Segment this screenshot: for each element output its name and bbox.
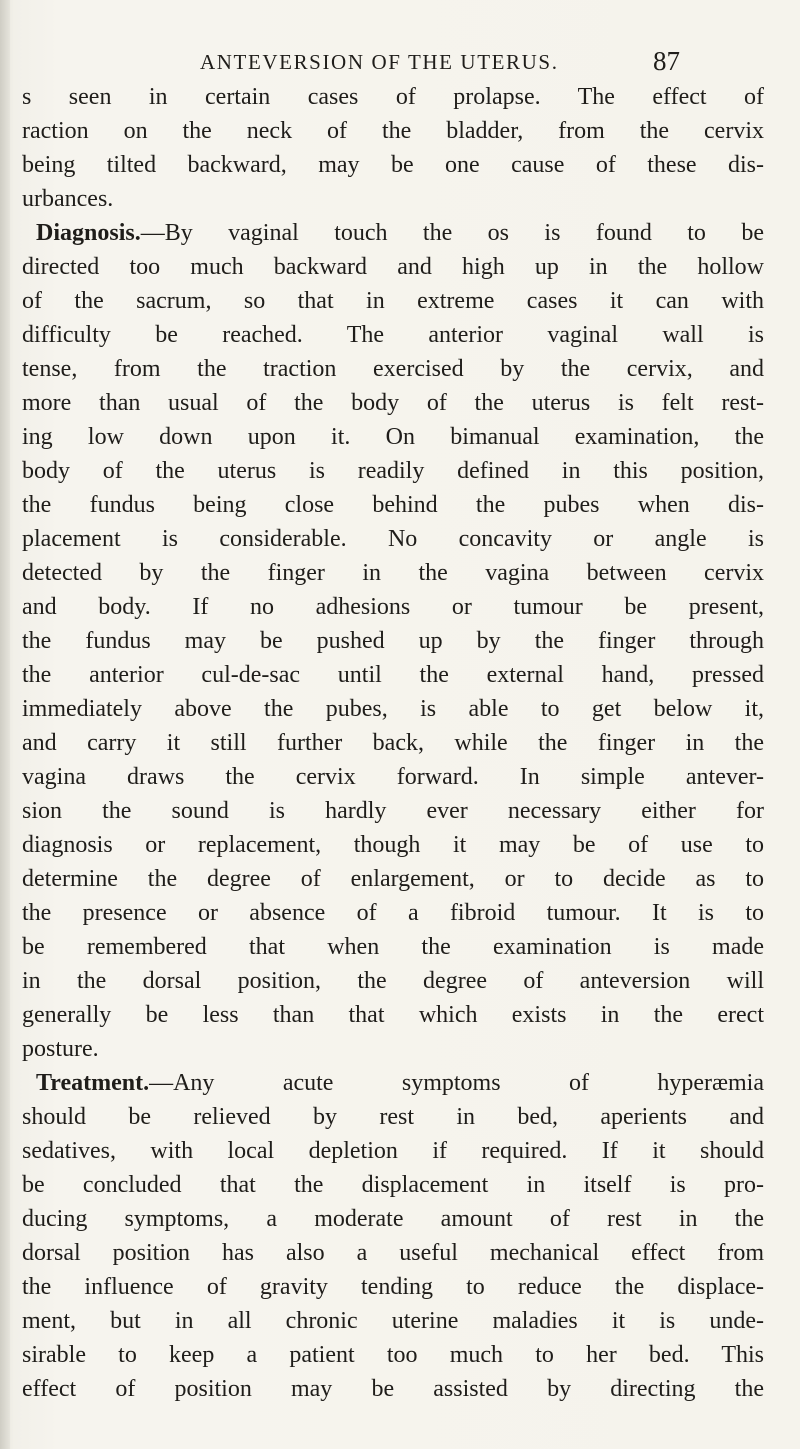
text-line: diagnosis or replacement, though it may be of use to — [22, 832, 764, 858]
text-line: detected by the finger in the vagina between cervix — [22, 560, 764, 586]
text-span: —By vaginal touch the os is found to be — [140, 220, 764, 246]
text-line: ducing symptoms, a moderate amount of rest in the — [22, 1206, 764, 1232]
text-line: more than usual of the body of the uterus is felt rest- — [22, 390, 764, 416]
page-gutter — [0, 0, 10, 1449]
text-line: in the dorsal position, the degree of anteversion will — [22, 968, 764, 994]
text-line: difficulty be reached. The anterior vaginal wall is — [22, 322, 764, 348]
text-line: of the sacrum, so that in extreme cases it can with — [22, 288, 764, 314]
text-line: be concluded that the displacement in itself is pro- — [22, 1172, 764, 1198]
text-line: urbances. — [22, 186, 114, 212]
text-line: being tilted backward, may be one cause of these dis- — [22, 152, 764, 178]
page-number: 87 — [653, 46, 680, 76]
text-line: the anterior cul-de-sac until the external hand, pressed — [22, 662, 764, 688]
text-line: body of the uterus is readily defined in this position, — [22, 458, 764, 484]
text-line: tense, from the traction exercised by the cervix, and — [22, 356, 764, 382]
text-line: vagina draws the cervix forward. In simple antever- — [22, 764, 764, 790]
text-line: raction on the neck of the bladder, from the cervix — [22, 118, 764, 144]
text-line: the presence or absence of a fibroid tumour. It is to — [22, 900, 764, 926]
text-line: dorsal position has also a useful mechanical effect from — [22, 1240, 764, 1266]
text-line: should be relieved by rest in bed, aperients and — [22, 1104, 764, 1130]
text-line: ment, but in all chronic uterine maladies it is unde- — [22, 1308, 764, 1334]
page-header — [200, 46, 680, 76]
text-line: placement is considerable. No concavity or angle is — [22, 526, 764, 552]
text-line: effect of position may be assisted by directing the — [22, 1376, 764, 1402]
text-line: sion the sound is hardly ever necessary either for — [22, 798, 764, 824]
text-line: sedatives, with local depletion if required. If it should — [22, 1138, 764, 1164]
text-line: immediately above the pubes, is able to get below it, — [22, 696, 764, 722]
text-line: generally be less than that which exists in the erect — [22, 1002, 764, 1028]
heading-treatment: Treatment. — [36, 1070, 150, 1096]
running-title: ANTEVERSION OF THE UTERUS. — [200, 50, 559, 74]
text-line: determine the degree of enlargement, or to decide as to — [22, 866, 764, 892]
text-line: and body. If no adhesions or tumour be present, — [22, 594, 764, 620]
text-line: and carry it still further back, while the finger in the — [22, 730, 764, 756]
text-line: ing low down upon it. On bimanual examination, the — [22, 424, 764, 450]
text-span: —Any acute symptoms of hyperæmia — [149, 1070, 764, 1096]
text-line: posture. — [22, 1036, 99, 1062]
text-line: the fundus being close behind the pubes when dis- — [22, 492, 764, 518]
text-line: s seen in certain cases of prolapse. The effect of — [22, 84, 764, 110]
text-line: sirable to keep a patient too much to her bed. This — [22, 1342, 764, 1368]
text-line: the fundus may be pushed up by the finger through — [22, 628, 764, 654]
paragraph-treatment-first-line — [22, 1066, 764, 1100]
body-text — [22, 80, 764, 1406]
heading-diagnosis: Diagnosis. — [36, 220, 141, 246]
text-line: be remembered that when the examination is made — [22, 934, 764, 960]
text-line: the influence of gravity tending to reduce the displace- — [22, 1274, 764, 1300]
paragraph-diagnosis-first-line — [22, 216, 764, 250]
text-line: directed too much backward and high up in the hollow — [22, 254, 764, 280]
